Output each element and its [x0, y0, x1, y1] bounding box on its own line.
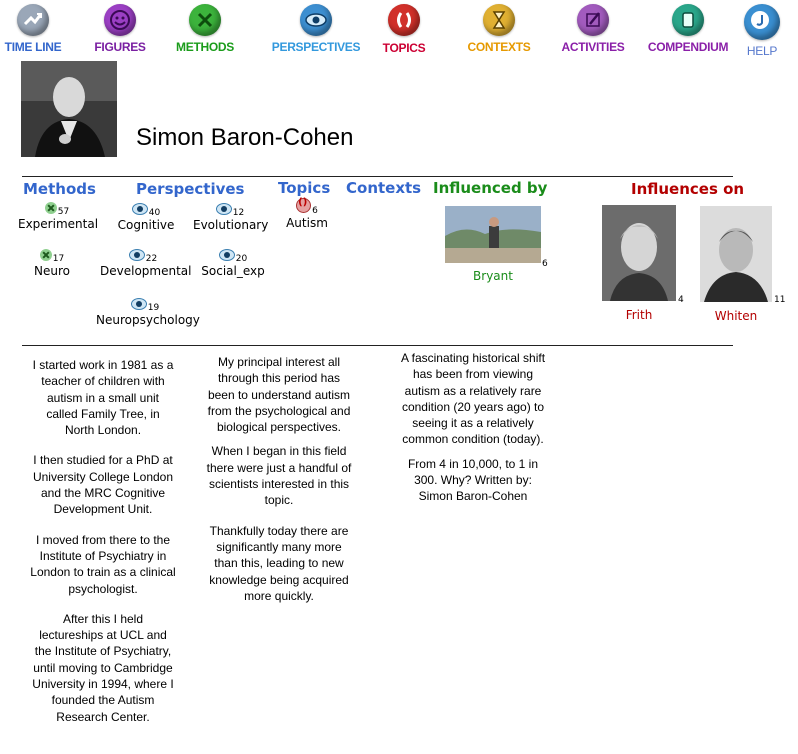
count: 6 — [542, 259, 548, 269]
perspective-label: Neuropsychology — [96, 313, 200, 327]
nav-label: TOPICS — [382, 41, 426, 55]
bio-column-3 — [400, 350, 546, 519]
paragraph: I started work in 1981 as a teacher of children with autism in a small unit called Family Tree, in North London. — [32, 358, 174, 438]
nav-timeline[interactable] — [4, 0, 62, 54]
method-label: Neuro — [34, 264, 70, 278]
person-photo — [445, 206, 541, 263]
perspective-developmental[interactable] — [100, 249, 192, 278]
perspective-cognitive[interactable] — [114, 203, 178, 232]
nav-perspectives[interactable] — [270, 0, 362, 54]
help-icon — [744, 4, 780, 40]
eye-icon — [216, 203, 232, 215]
parentheses-icon — [296, 198, 311, 213]
perspective-label: Evolutionary — [193, 218, 269, 232]
divider — [22, 176, 733, 177]
person-name: Frith — [625, 308, 653, 322]
nav-topics[interactable] — [376, 0, 432, 55]
smiley-icon — [104, 4, 136, 36]
hourglass-icon — [483, 4, 515, 36]
perspective-evolutionary[interactable] — [193, 203, 267, 232]
method-neuro[interactable] — [26, 249, 78, 278]
methods-header[interactable]: Methods — [23, 180, 96, 198]
eye-icon — [219, 249, 235, 261]
person-photo — [602, 205, 676, 301]
influences-on-header: Influences on — [631, 180, 745, 198]
nav-label: HELP — [746, 44, 778, 58]
perspective-label: Developmental — [100, 264, 192, 278]
count: 40 — [148, 208, 161, 218]
bio-column-2 — [204, 354, 354, 618]
nav-help[interactable] — [740, 0, 784, 58]
perspective-label: Social_exp — [201, 264, 265, 278]
nav-label: FIGURES — [94, 40, 146, 54]
pencil-icon — [577, 4, 609, 36]
timeline-icon — [17, 4, 49, 36]
count: 4 — [678, 295, 684, 305]
count: 19 — [147, 303, 160, 313]
parentheses-icon — [388, 4, 420, 36]
paragraph: Thankfully today there are significantly many more than this, leading to new knowledge being acquired more quickly. — [209, 523, 349, 603]
page-title: Simon Baron-Cohen — [136, 124, 354, 151]
person-photo — [700, 206, 772, 302]
count: 12 — [232, 208, 245, 218]
nav-label: PERSPECTIVES — [271, 40, 361, 54]
nav-label: ACTIVITIES — [561, 40, 625, 54]
book-icon — [672, 4, 704, 36]
nav-label: COMPENDIUM — [647, 40, 729, 54]
paragraph: My principal interest all through this period has been to understand autism from the psychological and biological perspectives. — [207, 355, 351, 435]
nav-activities[interactable] — [560, 0, 626, 54]
count: 57 — [57, 207, 70, 217]
paragraph: From 4 in 10,000, to 1 in 300. Why? Written by: Simon Baron-Cohen — [407, 456, 539, 504]
method-icon — [40, 249, 52, 261]
paragraph: After this I held lectureships at UCL and the Institute of Psychiatry, until moving to Cambridge University in 1994, where I founded the Autism Research Center. — [32, 611, 174, 724]
nav-compendium[interactable] — [646, 0, 730, 54]
avatar — [21, 61, 117, 157]
bio-column-1 — [30, 357, 176, 739]
divider — [22, 345, 733, 346]
method-icon — [45, 202, 57, 214]
perspectives-header[interactable]: Perspectives — [136, 180, 245, 198]
influences-on-frith[interactable] — [602, 205, 682, 322]
nav-label: CONTEXTS — [467, 40, 531, 54]
nav-methods[interactable] — [173, 0, 237, 54]
contexts-header[interactable]: Contexts — [346, 179, 422, 197]
paragraph: I then studied for a PhD at University College London and the MRC Cognitive Development Unit. — [32, 453, 174, 517]
method-experimental[interactable] — [18, 202, 99, 231]
influences-on-whiten[interactable] — [700, 206, 786, 323]
paragraph: I moved from there to the Institute of Psychiatry in London to train as a clinical psychologist. — [30, 532, 176, 596]
count: 20 — [235, 254, 248, 264]
eye-icon — [300, 4, 332, 36]
count: 22 — [145, 254, 158, 264]
perspective-neuropsychology[interactable] — [96, 298, 200, 327]
paragraph: A fascinating historical shift has been from viewing autism as a relatively rare condition (20 years ago) to seeing it as a relatively common condition (today). — [400, 351, 546, 447]
person-name: Whiten — [714, 309, 758, 323]
nav-contexts[interactable] — [466, 0, 532, 54]
count: 6 — [312, 206, 318, 216]
paragraph: When I began in this field there were just a handful of scientists interested in this topic. — [206, 444, 352, 508]
perspective-label: Cognitive — [117, 218, 175, 232]
topic-autism[interactable] — [284, 198, 330, 230]
count: 11 — [774, 295, 786, 305]
person-name: Bryant — [473, 269, 513, 283]
method-label: Experimental — [18, 217, 99, 231]
nav-figures[interactable] — [88, 0, 152, 54]
eye-icon — [129, 249, 145, 261]
eye-icon — [131, 298, 147, 310]
perspective-social-exp[interactable] — [200, 249, 266, 278]
x-tool-icon — [189, 4, 221, 36]
topic-label: Autism — [286, 216, 328, 230]
count: 17 — [52, 254, 65, 264]
influenced-by-bryant[interactable] — [445, 206, 548, 283]
nav-label: METHODS — [176, 40, 234, 54]
eye-icon — [132, 203, 148, 215]
nav-label: TIME LINE — [4, 40, 62, 54]
influenced-by-header: Influenced by — [433, 179, 548, 197]
topics-header[interactable]: Topics — [278, 179, 331, 197]
